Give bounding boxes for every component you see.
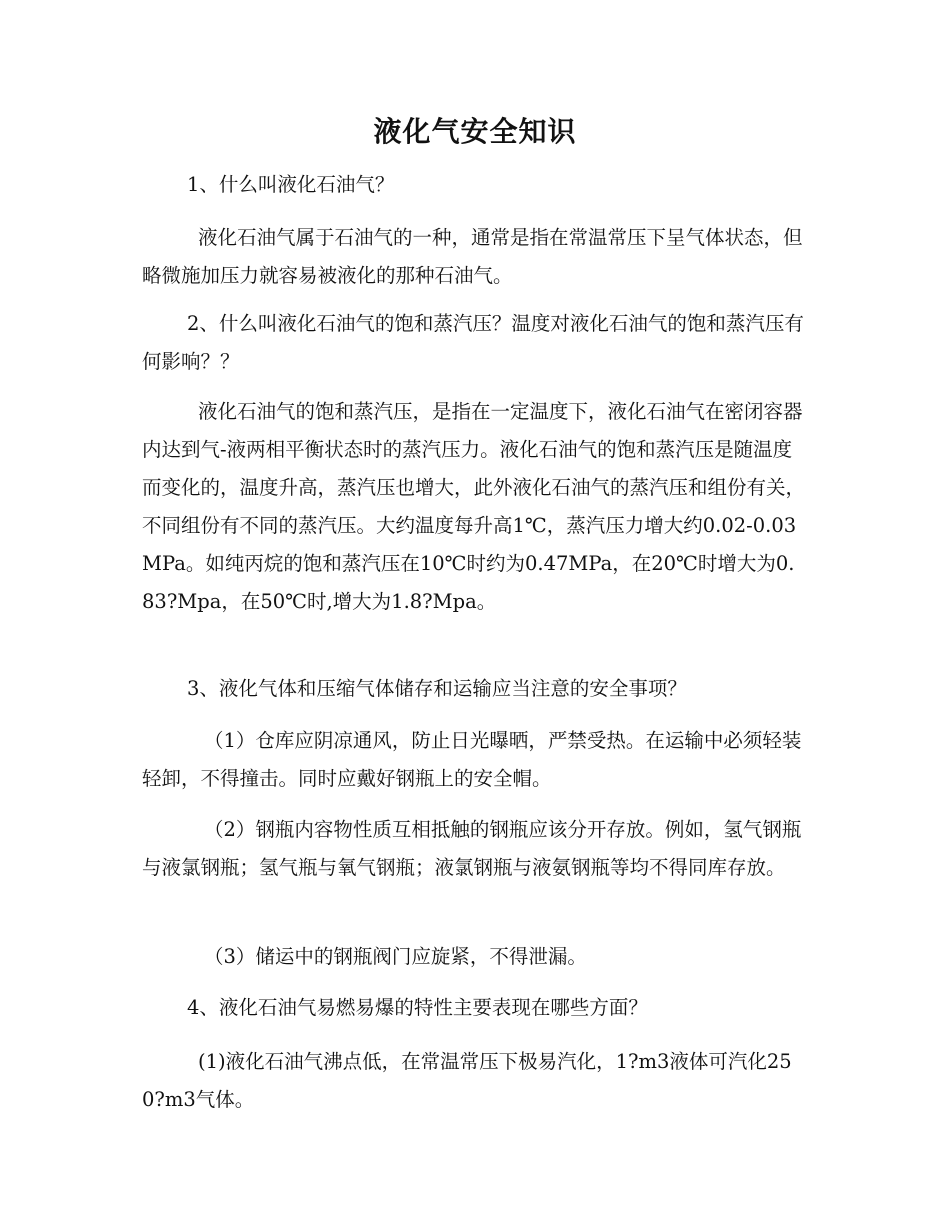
question-1: 1、什么叫液化石油气？	[187, 173, 395, 196]
answer-4-item-1: (1)液化石油气沸点低，在常温常压下极易汽化，1?m3液体可汽化250?m3气体。	[142, 1050, 792, 1111]
answer-3-item-1: （1）仓库应阴凉通风，防止日光曝晒，严禁受热。在运输中必须轻装轻卸，不得撞击。同时应戴好钢瓶上的安全帽。	[142, 729, 802, 790]
answer-3-item-3: （3）储运中的钢瓶阀门应旋紧，不得泄漏。	[204, 945, 587, 968]
question-4: 4、液化石油气易燃易爆的特性主要表现在哪些方面？	[187, 996, 648, 1019]
document-title: 液化气安全知识	[373, 115, 577, 148]
answer-1: 液化石油气属于石油气的一种，通常是指在常温常压下呈气体状态，但略微施加压力就容易被液化的那种石油气。	[142, 226, 803, 287]
answer-3-item-2: （2）钢瓶内容物性质互相抵触的钢瓶应该分开存放。例如，氢气钢瓶与液氯钢瓶；氢气瓶与氧气钢瓶；液氯钢瓶与液氨钢瓶等均不得同库存放。	[142, 818, 802, 879]
answer-2: 液化石油气的饱和蒸汽压，是指在一定温度下，液化石油气在密闭容器内达到气-液两相平衡状态时的蒸汽压力。液化石油气的饱和蒸汽压是随温度而变化的，温度升高，蒸汽压也增大，此外液化石油气的蒸汽压和组份有关，不同组份有不同的蒸汽压。大约温度每升高1℃，蒸汽压力增大约0.02-0.03MPa。如纯丙烷的饱和蒸汽压在10℃时约为0.47MPa，在20℃时增大为0.83?Mpa，在50℃时,增大为1.8?Mpa。	[142, 400, 806, 613]
question-2: 2、什么叫液化石油气的饱和蒸汽压？温度对液化石油气的饱和蒸汽压有何影响？？	[142, 312, 804, 373]
question-3: 3、液化气体和压缩气体储存和运输应当注意的安全事项？	[187, 677, 687, 700]
